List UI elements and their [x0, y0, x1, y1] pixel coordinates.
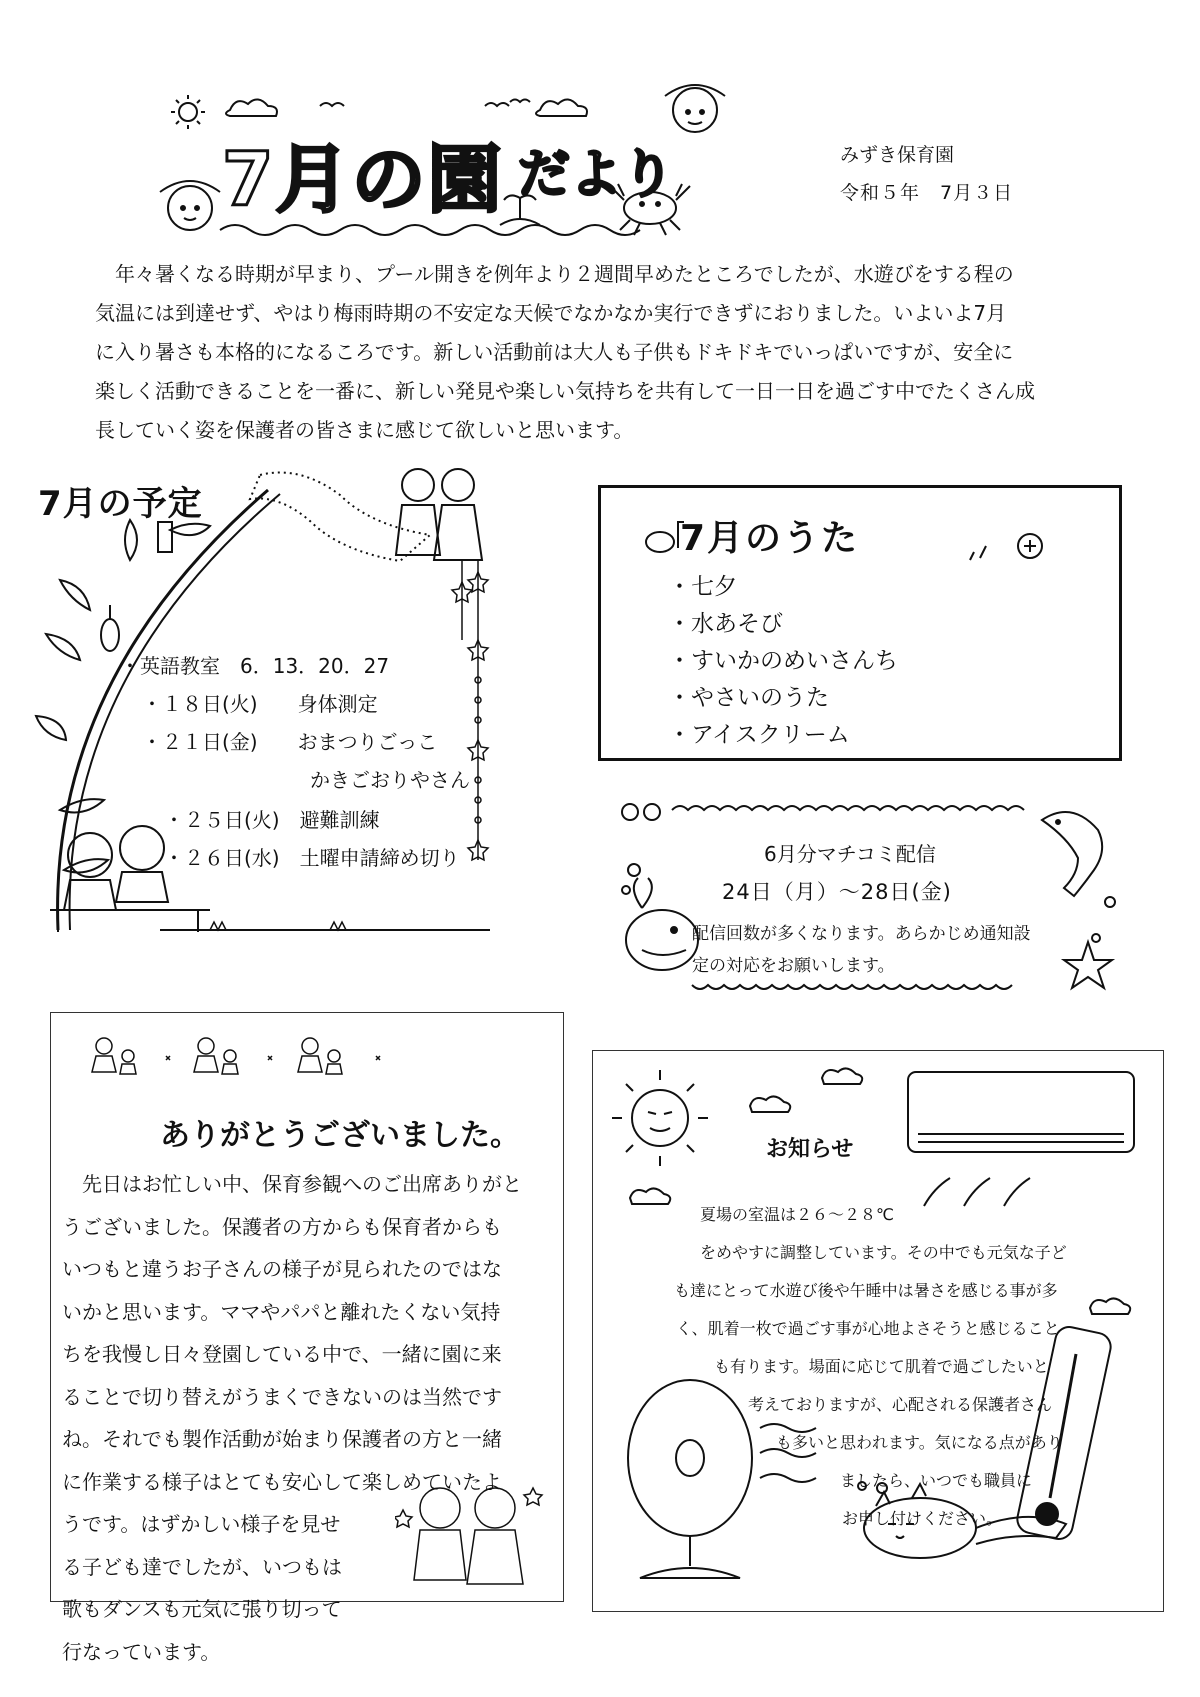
- machikomi-note-line: 定の対応をお願いします。: [692, 956, 895, 976]
- notice-line: も多いと思われます。気になる点があり: [776, 1433, 1063, 1452]
- thanks-paragraph: [62, 1163, 554, 1673]
- intro-line: 年々暑くなる時期が早まり、プール開きを例年より２週間早めたところでしたが、水遊びをする程の: [115, 262, 1014, 286]
- machikomi-title: 6月分マチコミ配信: [764, 842, 936, 866]
- thanks-title: ありがとうございました。: [160, 1118, 520, 1153]
- intro-line: に入り暑さも本格的になるころです。新しい活動前は大人も子供もドキドキでいっぱいですが、安全に: [95, 340, 1014, 364]
- thanks-line: ね。それでも製作活動が始まり保護者の方と一緒: [62, 1427, 502, 1451]
- page-title: 7月の園: [222, 137, 504, 223]
- school-name: みずき保育園: [840, 144, 955, 166]
- song-item: ・水あそび: [668, 611, 783, 637]
- dolphin-icon: [1042, 812, 1102, 896]
- notice-line: をめやすに調整しています。その中でも元気な子ど: [700, 1243, 1067, 1262]
- cloud-icon: [822, 1068, 862, 1084]
- family-icon: [298, 1038, 342, 1074]
- thanks-line: 歌もダンスも元気に張り切って: [62, 1597, 342, 1621]
- tanzaku-icon: [158, 522, 172, 552]
- bird-icon: [485, 103, 509, 106]
- schedule-item: ・１８日(火) 身体測定: [142, 692, 378, 716]
- song-item: ・やさいのうた: [668, 685, 829, 711]
- cloud-icon: [630, 1188, 670, 1204]
- child-hat-icon: [160, 181, 220, 230]
- schedule-item: ・２５日(火) 避難訓練: [164, 808, 380, 832]
- machikomi-note-line: 配信回数が多くなります。あらかじめ通知設: [692, 924, 1031, 944]
- star-icon: [376, 1056, 380, 1060]
- notice-line: お申し付けください。: [842, 1509, 1003, 1528]
- intro-line: 気温には到達せず、やはり梅雨時期の不安定な天候でなかなか実行できずにおりました。いよいよ7月: [95, 301, 1007, 325]
- cloud-icon: [226, 99, 277, 116]
- thanks-line: うです。はずかしい様子を見せ: [62, 1512, 341, 1536]
- schedule-title: 7月の予定: [38, 484, 203, 524]
- star-icon: [166, 1056, 170, 1060]
- title-banner: [150, 80, 760, 250]
- family-icon: [194, 1038, 238, 1074]
- bird-icon: [320, 103, 344, 106]
- machikomi-note: [692, 918, 1072, 982]
- notice-title: お知らせ: [766, 1137, 854, 1162]
- waves-decoration: [220, 225, 640, 235]
- songs-title: 7月のうた: [680, 518, 860, 559]
- air-conditioner-icon: [908, 1072, 1134, 1206]
- intro-line: 長していく姿を保護者の皆さまに感じて欲しいと思います。: [95, 418, 634, 442]
- family-icon: [92, 1038, 136, 1074]
- thanks-line: いつもと違うお子さんの様子が見られたのではな: [62, 1257, 502, 1281]
- thanks-line: 先日はお忙しい中、保育参観へのご出席ありがと: [62, 1172, 522, 1196]
- sun-face-icon: [612, 1070, 708, 1166]
- thanks-line: ることで切り替えがうまくできないのは当然です: [62, 1384, 502, 1409]
- star-icon: [268, 1056, 272, 1060]
- sun-icon: [171, 95, 205, 129]
- whale-icon: [626, 878, 698, 970]
- schedule-item: かきごおりやさん: [310, 768, 470, 792]
- bird-icon: [510, 100, 530, 103]
- machikomi-dates: 24日（月）～28日(金): [722, 880, 952, 904]
- thanks-line: に作業する様子はとても安心して楽しめていたよ: [62, 1469, 502, 1494]
- notice-line: も有ります。場面に応じて肌着で過ごしたいと: [714, 1357, 1049, 1376]
- song-item: ・七夕: [668, 574, 737, 600]
- thanks-line: る子ども達でしたが、いつもは: [62, 1554, 342, 1579]
- notice-line: 夏場の室温は２６～２８℃: [700, 1205, 894, 1224]
- schedule-item: ・２１日(金) おまつりごっこ: [142, 730, 438, 754]
- schedule-item: ・２６日(水) 土曜申請締め切り: [164, 846, 460, 870]
- thanks-line: 行なっています。: [62, 1639, 221, 1664]
- child-hat-icon: [665, 85, 725, 132]
- song-item: ・アイスクリーム: [668, 722, 850, 748]
- family-icons-row: [88, 1034, 418, 1080]
- song-item: ・すいかのめいさんち: [668, 648, 898, 674]
- thanks-line: ちを我慢し日々登園している中で、一緒に園に来: [62, 1342, 502, 1366]
- schedule-item: ・英語教室 6．13．20．27: [120, 654, 390, 678]
- cloud-icon: [750, 1096, 790, 1112]
- page-title-suffix: だより: [518, 145, 675, 205]
- lantern-icon: [101, 605, 119, 651]
- notice-line: ましたら、いつでも職員に: [840, 1471, 1033, 1490]
- notice-line: も達にとって水遊び後や午睡中は暑さを感じる事が多: [674, 1281, 1058, 1300]
- orihime-hikoboshi-icon: [395, 1480, 545, 1590]
- notice-line: 考えておりますが、心配される保護者さん: [748, 1395, 1053, 1414]
- issue-date: 令和５年 7月３日: [840, 182, 1014, 204]
- orihime-hikoboshi-icon: [396, 469, 482, 560]
- thanks-line: いかと思います。ママやパパと離れたくない気持: [62, 1299, 501, 1324]
- cloud-icon: [536, 99, 587, 116]
- notice-line: く、肌着一枚で過ごす事が心地よさそうと感じること: [676, 1319, 1060, 1338]
- cloud-icon: [1090, 1298, 1130, 1314]
- intro-line: 楽しく活動できることを一番に、新しい発見や楽しい気持ちを共有して一日一日を過ごす中でたくさん成: [95, 379, 1035, 403]
- electric-fan-icon: [628, 1380, 752, 1578]
- thanks-line: うございました。保護者の方からも保育者からも: [62, 1214, 502, 1239]
- intro-paragraph: [95, 255, 1105, 450]
